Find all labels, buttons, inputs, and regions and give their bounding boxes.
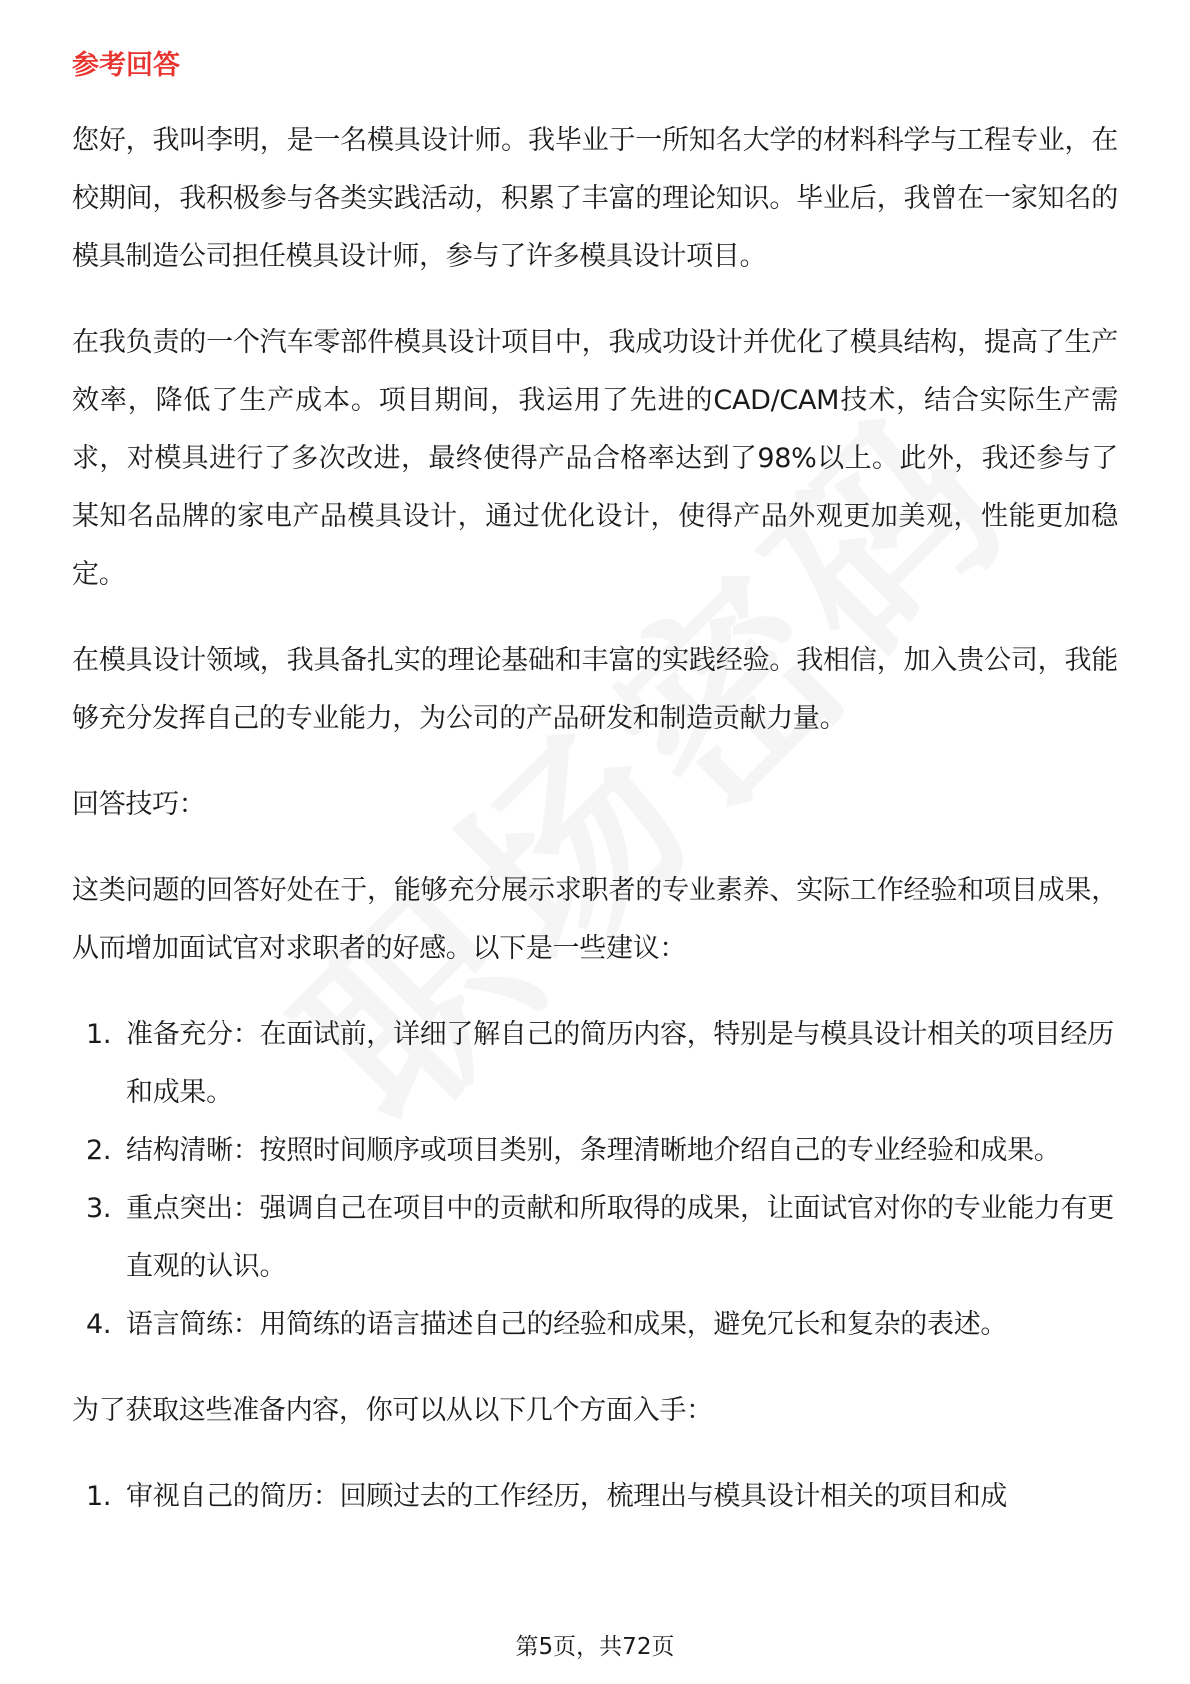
list-text: 结构清晰：按照时间顺序或项目类别，条理清晰地介绍自己的专业经验和成果。 (126, 1135, 1061, 1166)
answer-paragraph-1: 您好，我叫李明，是一名模具设计师。我毕业于一所知名大学的材料科学与工程专业，在校期间，我积极参与各类实践活动，积累了丰富的理论知识。毕业后，我曾在一家知名的模具制造公司担任模具设计师，参与了许多模具设计项目。 (72, 125, 1118, 272)
tips-intro: 这类问题的回答好处在于，能够充分展示求职者的专业素养、实际工作经验和项目成果，从而增加面试官对求职者的好感。以下是一些建议： (72, 875, 1118, 964)
page-number: 第5页，共72页 (515, 1634, 675, 1660)
sources-intro: 为了获取这些准备内容，你可以从以下几个方面入手： (72, 1395, 713, 1426)
sources-list (72, 1468, 1118, 1526)
page-content (72, 46, 1118, 1554)
list-text: 重点突出：强调自己在项目中的贡献和所取得的成果，让面试官对你的专业能力有更直观的认识。 (126, 1193, 1114, 1282)
answer-paragraph-3: 在模具设计领域，我具备扎实的理论基础和丰富的实践经验。我相信，加入贵公司，我能够充分发挥自己的专业能力，为公司的产品研发和制造贡献力量。 (72, 645, 1118, 734)
list-item (72, 1006, 1118, 1122)
list-number: 2. (86, 1135, 112, 1166)
list-text: 语言简练：用简练的语言描述自己的经验和成果，避免冗长和复杂的表述。 (126, 1309, 1008, 1340)
list-text: 准备充分：在面试前，详细了解自己的简历内容，特别是与模具设计相关的项目经历和成果。 (126, 1019, 1114, 1108)
list-item (72, 1296, 1118, 1354)
list-number: 3. (86, 1193, 112, 1224)
list-number: 1. (86, 1019, 112, 1050)
tips-heading: 回答技巧： (72, 789, 206, 820)
list-item (72, 1180, 1118, 1296)
list-text: 审视自己的简历：回顾过去的工作经历，梳理出与模具设计相关的项目和成 (126, 1481, 1008, 1512)
answer-paragraph-2: 在我负责的一个汽车零部件模具设计项目中，我成功设计并优化了模具结构，提高了生产效率，降低了生产成本。项目期间，我运用了先进的CAD/CAM技术，结合实际生产需求，对模具进行了多次改进，最终使得产品合格率达到了98%以上。此外，我还参与了某知名品牌的家电产品模具设计，通过优化设计，使得产品外观更加美观，性能更加稳定。 (72, 327, 1118, 590)
list-item (72, 1468, 1118, 1526)
list-number: 1. (86, 1481, 112, 1512)
list-number: 4. (86, 1309, 112, 1340)
list-item (72, 1122, 1118, 1180)
section-heading: 参考回答 (72, 50, 180, 81)
tips-list (72, 1006, 1118, 1354)
